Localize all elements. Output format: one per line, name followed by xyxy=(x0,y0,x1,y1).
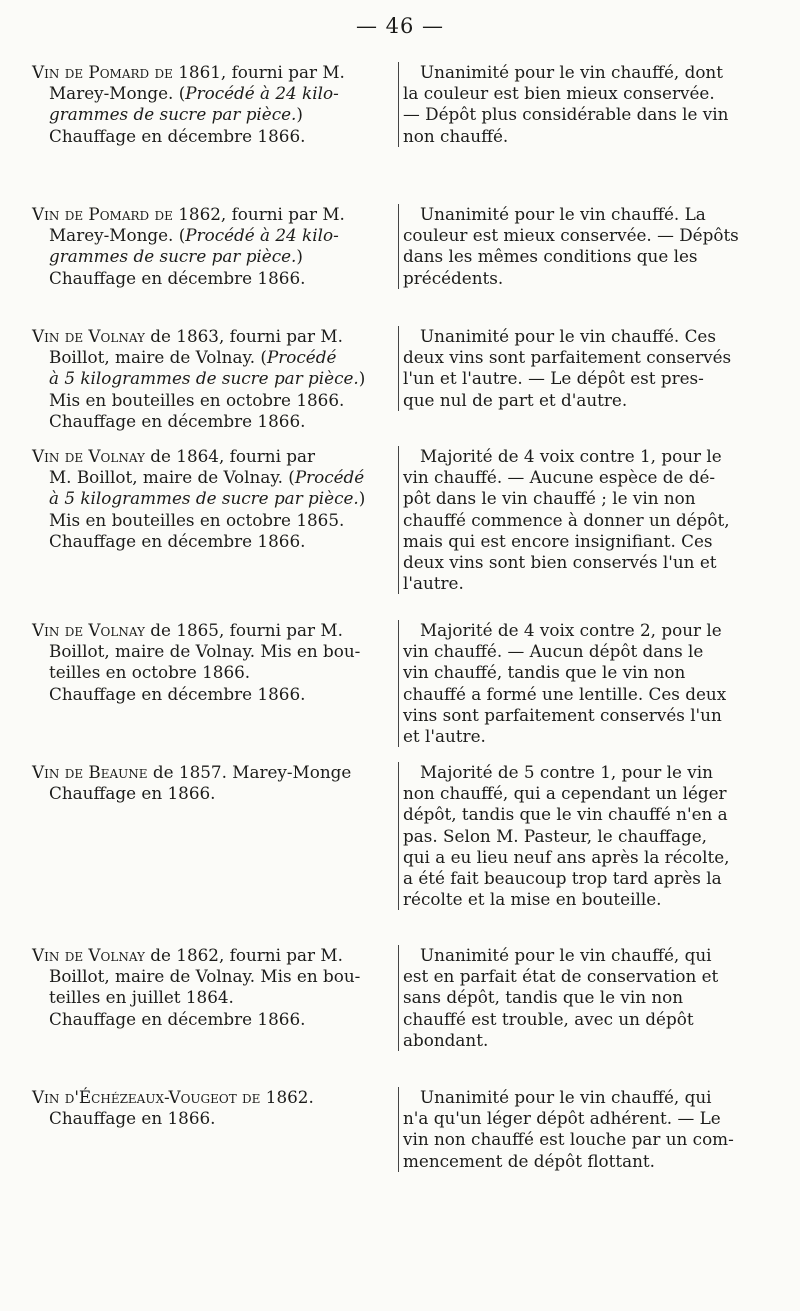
description-line xyxy=(32,662,398,683)
verdict-line: Unanimité pour le vin chauffé. Ces xyxy=(420,326,716,346)
line-text: Boillot, maire de Volnay. ( xyxy=(49,347,267,368)
wine-heading xyxy=(32,945,398,966)
line-text: M. Boillot, maire de Volnay. ( xyxy=(49,467,295,488)
line-text: Chauffage en décembre 1866. xyxy=(49,267,306,288)
description-line xyxy=(32,347,398,368)
wine-description xyxy=(32,620,398,705)
wine-details: de 1857. Marey-Monge xyxy=(147,762,352,782)
wine-name: Vin de Pomard de xyxy=(32,204,173,224)
verdict-line: chauffé est trouble, avec un dépôt xyxy=(403,1008,694,1029)
verdict-line: qui a eu lieu neuf ans après la récolte, xyxy=(403,846,730,867)
wine-description xyxy=(32,204,398,289)
wine-name: Vin de Volnay xyxy=(32,446,145,466)
verdict-line: Unanimité pour le vin chauffé, qui xyxy=(420,1087,712,1107)
description-line xyxy=(32,225,398,246)
description-line xyxy=(32,510,398,531)
line-text: Chauffage en décembre 1866. xyxy=(49,683,306,704)
line-text: Chauffage en 1866. xyxy=(49,783,216,804)
procedure-note: Procédé xyxy=(294,467,365,488)
verdict-line: vin chauffé. — Aucun dépôt dans le xyxy=(403,641,704,662)
verdict-line: vin chauffé. — Aucune espèce de dé- xyxy=(403,467,716,488)
wine-name: Vin de Volnay xyxy=(32,945,145,965)
description-line xyxy=(32,83,398,104)
description-line xyxy=(32,684,398,705)
line-text: Boillot, maire de Volnay. Mis en bou- xyxy=(49,641,361,662)
wine-name: Vin de Volnay xyxy=(32,326,145,346)
verdict-line: vin chauffé, tandis que le vin non xyxy=(403,662,686,683)
verdict-line: Majorité de 5 contre 1, pour le vin xyxy=(420,762,713,782)
verdict-line: a été fait beaucoup trop tard après la xyxy=(403,868,722,889)
description-line xyxy=(32,246,398,267)
procedure-note: grammes de sucre par pièce. xyxy=(49,246,297,267)
verdict-line: que nul de part et d'autre. xyxy=(403,389,628,410)
line-text: Chauffage en décembre 1866. xyxy=(49,125,306,146)
description-line xyxy=(32,411,398,432)
verdict-line: chauffé commence à donner un dépôt, xyxy=(403,509,730,530)
verdict-line: Majorité de 4 voix contre 2, pour le xyxy=(420,620,722,640)
tasting-verdict xyxy=(398,1087,784,1172)
description-line xyxy=(32,1009,398,1030)
tasting-verdict xyxy=(398,620,784,747)
line-end: ) xyxy=(296,104,303,125)
line-end: ) xyxy=(296,246,303,267)
line-text: Chauffage en décembre 1866. xyxy=(49,410,306,431)
wine-name: Vin d'Échézeaux-Vougeot de xyxy=(32,1087,261,1107)
wine-details: 1861, fourni par M. xyxy=(172,62,345,82)
line-end: ) xyxy=(358,368,366,389)
verdict-line: non chauffé. xyxy=(403,125,509,146)
line-text: Chauffage en décembre 1866. xyxy=(49,530,306,551)
procedure-note: Procédé à 24 kilo- xyxy=(185,225,339,246)
tasting-verdict xyxy=(398,446,784,594)
wine-heading xyxy=(32,204,398,225)
verdict-line: et l'autre. xyxy=(403,726,486,747)
line-text: Chauffage en décembre 1866. xyxy=(49,1008,306,1029)
description-line xyxy=(32,390,398,411)
wine-description xyxy=(32,945,398,1030)
verdict-line: l'un et l'autre. — Le dépôt est pres- xyxy=(403,368,704,389)
wine-details: de 1863, fourni par M. xyxy=(144,326,343,346)
verdict-line: Unanimité pour le vin chauffé. La xyxy=(420,204,706,224)
tasting-verdict xyxy=(398,326,784,411)
wine-details: 1862, fourni par M. xyxy=(172,204,345,224)
wine-description xyxy=(32,446,398,552)
description-line xyxy=(32,126,398,147)
wine-heading xyxy=(32,62,398,83)
line-text: Marey-Monge. ( xyxy=(49,225,186,246)
verdict-line: pas. Selon M. Pasteur, le chauffage, xyxy=(403,825,707,846)
line-text: teilles en octobre 1866. xyxy=(49,662,251,683)
page-number: — 46 — xyxy=(355,14,445,38)
wine-description xyxy=(32,326,398,432)
wine-details: de 1862, fourni par M. xyxy=(144,945,343,965)
verdict-line: — Dépôt plus considérable dans le vin xyxy=(403,104,729,125)
description-line xyxy=(32,641,398,662)
procedure-note: à 5 kilogrammes de sucre par pièce. xyxy=(49,368,359,389)
verdict-line: vin non chauffé est louche par un com- xyxy=(403,1129,734,1150)
line-text: Mis en bouteilles en octobre 1866. xyxy=(49,389,345,410)
wine-description xyxy=(32,762,398,804)
verdict-line: Majorité de 4 voix contre 1, pour le xyxy=(420,446,722,466)
description-line xyxy=(32,104,398,125)
verdict-line: précédents. xyxy=(403,267,504,288)
verdict-line: Unanimité pour le vin chauffé, qui xyxy=(420,945,712,965)
verdict-line: mais qui est encore insignifiant. Ces xyxy=(403,530,713,551)
wine-heading xyxy=(32,446,398,467)
tasting-verdict xyxy=(398,762,784,910)
description-line xyxy=(32,783,398,804)
verdict-line: pôt dans le vin chauffé ; le vin non xyxy=(403,488,696,509)
verdict-line: Unanimité pour le vin chauffé, dont xyxy=(420,62,723,82)
description-line xyxy=(32,488,398,509)
description-line xyxy=(32,531,398,552)
description-line xyxy=(32,268,398,289)
wine-heading xyxy=(32,620,398,641)
verdict-line: n'a qu'un léger dépôt adhérent. — Le xyxy=(403,1108,721,1129)
wine-details: de 1864, fourni par xyxy=(144,446,316,466)
verdict-line: dépôt, tandis que le vin chauffé n'en a xyxy=(403,804,728,825)
description-line xyxy=(32,987,398,1008)
verdict-line: deux vins sont bien conservés l'un et xyxy=(403,552,717,573)
line-text: Boillot, maire de Volnay. Mis en bou- xyxy=(49,966,361,987)
verdict-line: abondant. xyxy=(403,1029,489,1050)
wine-details: de 1865, fourni par M. xyxy=(144,620,343,640)
wine-details: 1862. xyxy=(260,1087,314,1107)
verdict-line: est en parfait état de conservation et xyxy=(403,966,719,987)
verdict-line: chauffé a formé une lentille. Ces deux xyxy=(403,683,727,704)
line-text: Chauffage en 1866. xyxy=(49,1108,216,1129)
verdict-line: sans dépôt, tandis que le vin non xyxy=(403,987,684,1008)
line-text: Mis en bouteilles en octobre 1865. xyxy=(49,509,345,530)
description-line xyxy=(32,467,398,488)
wine-heading xyxy=(32,1087,398,1108)
tasting-verdict xyxy=(398,62,784,147)
verdict-line: deux vins sont parfaitement conservés xyxy=(403,347,732,368)
verdict-line: l'autre. xyxy=(403,573,464,594)
wine-description xyxy=(32,62,398,147)
procedure-note: grammes de sucre par pièce. xyxy=(49,104,297,125)
wine-name: Vin de Volnay xyxy=(32,620,145,640)
wine-name: Vin de Pomard de xyxy=(32,62,173,82)
procedure-note: Procédé à 24 kilo- xyxy=(185,83,339,104)
wine-heading xyxy=(32,762,398,783)
verdict-line: non chauffé, qui a cependant un léger xyxy=(403,783,727,804)
wine-name: Vin de Beaune xyxy=(32,762,148,782)
verdict-line: vins sont parfaitement conservés l'un xyxy=(403,704,722,725)
verdict-line: couleur est mieux conservée. — Dépôts xyxy=(403,225,739,246)
wine-description xyxy=(32,1087,398,1129)
tasting-verdict xyxy=(398,945,784,1051)
description-line xyxy=(32,368,398,389)
verdict-line: dans les mêmes conditions que les xyxy=(403,246,698,267)
description-line xyxy=(32,966,398,987)
procedure-note: à 5 kilogrammes de sucre par pièce. xyxy=(49,488,359,509)
line-text: Marey-Monge. ( xyxy=(49,83,186,104)
verdict-line: récolte et la mise en bouteille. xyxy=(403,889,662,910)
tasting-verdict xyxy=(398,204,784,289)
verdict-line: la couleur est bien mieux conservée. xyxy=(403,83,715,104)
line-text: teilles en juillet 1864. xyxy=(49,987,234,1008)
wine-heading xyxy=(32,326,398,347)
verdict-line: mencement de dépôt flottant. xyxy=(403,1150,655,1171)
line-end: ) xyxy=(358,488,366,509)
procedure-note: Procédé xyxy=(266,347,337,368)
description-line xyxy=(32,1108,398,1129)
